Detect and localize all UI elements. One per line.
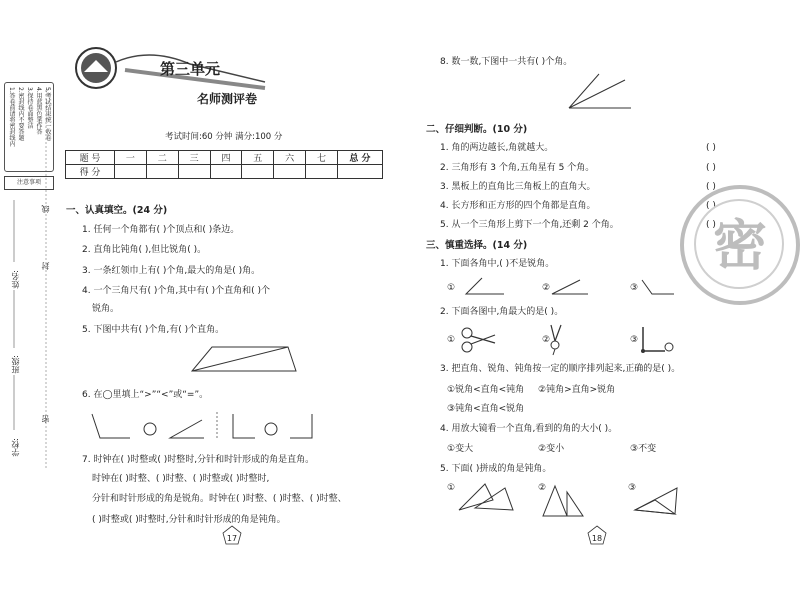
judge-answer-1[interactable]: ( )	[706, 143, 716, 153]
score-cell: 五	[242, 151, 274, 165]
school-label: 学校:	[11, 438, 20, 457]
fill-question-2: 2. 直角比钝角( ),但比锐角( )。	[82, 245, 207, 255]
score-input-cell[interactable]	[115, 165, 147, 179]
class-label: 班级:	[11, 355, 20, 374]
choice-5-option-1-label: ①	[447, 483, 456, 493]
score-cell: 六	[274, 151, 306, 165]
page-number-left: 17	[226, 534, 238, 543]
name-label: 姓名:	[11, 270, 20, 289]
score-cell: 二	[146, 151, 178, 165]
notice-line-1: 1.答卷前请将密封线内	[8, 87, 15, 147]
confidential-stamp	[680, 185, 800, 305]
judge-item-5: 5. 从一个三角形上剪下一个角,还剩 2 个角。	[440, 220, 619, 230]
trapezoid-figure	[190, 345, 300, 375]
notice-line-3: 3.保持卷面整洁	[26, 87, 33, 129]
choice-5-option-2-label: ②	[538, 483, 547, 493]
binding-fill-lines	[0, 0, 58, 591]
exam-info: 考试时间:60 分钟 满分:100 分	[165, 132, 283, 142]
score-table	[65, 150, 383, 179]
fill-question-7-line-3: 分针和时针形成的角是锐角。时钟在( )时整、( )时整、( )时整、	[92, 494, 347, 504]
notice-line-2: 2.密封线内不要答题	[17, 87, 24, 141]
choice-4-option-1: ①变大	[447, 444, 474, 454]
unit-title: 第三单元	[160, 60, 221, 78]
judge-answer-5[interactable]: ( )	[706, 220, 716, 230]
score-input-cell[interactable]	[178, 165, 210, 179]
choice-2-option-1-label: ①	[447, 335, 456, 345]
score-cell: 总 分	[338, 151, 383, 165]
score-table-score-row	[66, 165, 383, 179]
judge-answer-4[interactable]: ( )	[706, 201, 716, 211]
fill-question-6: 6. 在◯里填上“>”“<”或“=”。	[82, 390, 209, 400]
choice-2-tool-figures	[455, 323, 685, 357]
choice-question-4: 4. 用放大镜看一个直角,看到的角的大小( )。	[440, 424, 618, 434]
score-cell: 七	[306, 151, 338, 165]
binding-margin	[0, 0, 58, 591]
fill-question-4-line-1: 4. 一个三角尺有( )个角,其中有( )个直角和( )个	[82, 286, 270, 296]
choice-3-option-1: ①锐角<直角<钝角	[447, 385, 525, 395]
choice-3-option-2: ②钝角>直角>锐角	[538, 385, 616, 395]
fill-question-1: 1. 任何一个角都有( )个顶点和( )条边。	[82, 225, 240, 235]
choice-question-3: 3. 把直角、锐角、钝角按一定的顺序排列起来,正确的是( )。	[440, 364, 681, 374]
choice-question-1: 1. 下面各角中,( )不是锐角。	[440, 259, 555, 269]
choice-2-option-3-label: ③	[630, 335, 639, 345]
choice-5-set-square-figures	[455, 480, 695, 520]
binding-dense-char: 密	[41, 415, 50, 423]
choice-1-option-2-label: ②	[542, 283, 551, 293]
score-input-cell[interactable]	[242, 165, 274, 179]
score-cell: 得 分	[66, 165, 115, 179]
judge-item-3: 3. 黑板上的直角比三角板上的直角大。	[440, 182, 596, 192]
notice-line-4: 4.用蓝黑色笔作答	[35, 87, 42, 135]
fill-question-8: 8. 数一数,下图中一共有( )个角。	[440, 57, 573, 67]
rays-figure	[565, 72, 635, 112]
choice-question-2: 2. 下面各图中,角最大的是( )。	[440, 307, 564, 317]
section-2-heading: 二、仔细判断。(10 分)	[426, 124, 528, 135]
judge-answer-3[interactable]: ( )	[706, 182, 716, 192]
section-3-heading: 三、慎重选择。(14 分)	[426, 240, 528, 251]
choice-2-option-2-label: ②	[542, 335, 551, 345]
fill-question-3: 3. 一条红领巾上有( )个角,最大的角是( )角。	[82, 266, 261, 276]
choice-4-option-2: ②变小	[538, 444, 565, 454]
choice-1-angle-figures	[460, 276, 680, 298]
fill-question-5: 5. 下图中共有( )个角,有( )个直角。	[82, 325, 225, 335]
judge-item-2: 2. 三角形有 3 个角,五角星有 5 个角。	[440, 163, 595, 173]
score-input-cell[interactable]	[306, 165, 338, 179]
judge-item-4: 4. 长方形和正方形的四个角都是直角。	[440, 201, 596, 211]
fill-question-7-line-1: 7. 时钟在( )时整或( )时整时,分针和时针形成的角是直角。	[82, 455, 315, 465]
judge-answer-2[interactable]: ( )	[706, 163, 716, 173]
choice-1-option-1-label: ①	[447, 283, 456, 293]
score-input-cell[interactable]	[146, 165, 178, 179]
choice-3-option-3: ③钝角<直角<锐角	[447, 404, 525, 414]
fill-question-7-line-4: ( )时整或( )时整时,分针和时针形成的角是钝角。	[92, 515, 286, 525]
notice-badge: 注意事项	[4, 176, 54, 190]
section-1-heading: 一、认真填空。(24 分)	[66, 205, 168, 216]
binding-line-char: 线	[41, 205, 50, 213]
score-cell: 四	[210, 151, 242, 165]
choice-4-option-3: ③不变	[630, 444, 657, 454]
score-cell: 三	[178, 151, 210, 165]
page-number-right: 18	[591, 534, 603, 543]
choice-5-option-3-label: ③	[628, 483, 637, 493]
exam-title: 名师测评卷	[197, 92, 258, 106]
score-input-cell[interactable]	[210, 165, 242, 179]
notice-line-5: 5.考试结束统一收卷	[44, 87, 51, 141]
angle-compare-figures	[90, 410, 400, 442]
score-cell: 题 号	[66, 151, 115, 165]
score-table-header-row	[66, 151, 383, 165]
binding-seal-char: 封	[41, 262, 50, 270]
score-input-cell[interactable]	[338, 165, 383, 179]
judge-item-1: 1. 角的两边越长,角就越大。	[440, 143, 554, 153]
choice-question-5: 5. 下面( )拼成的角是钝角。	[440, 464, 552, 474]
stamp-character: 密	[713, 213, 767, 277]
score-cell: 一	[115, 151, 147, 165]
fill-question-7-line-2: 时钟在( )时整、( )时整、( )时整或( )时整时,	[92, 474, 270, 484]
fill-question-4-line-2: 锐角。	[92, 304, 120, 314]
score-input-cell[interactable]	[274, 165, 306, 179]
choice-1-option-3-label: ③	[630, 283, 639, 293]
